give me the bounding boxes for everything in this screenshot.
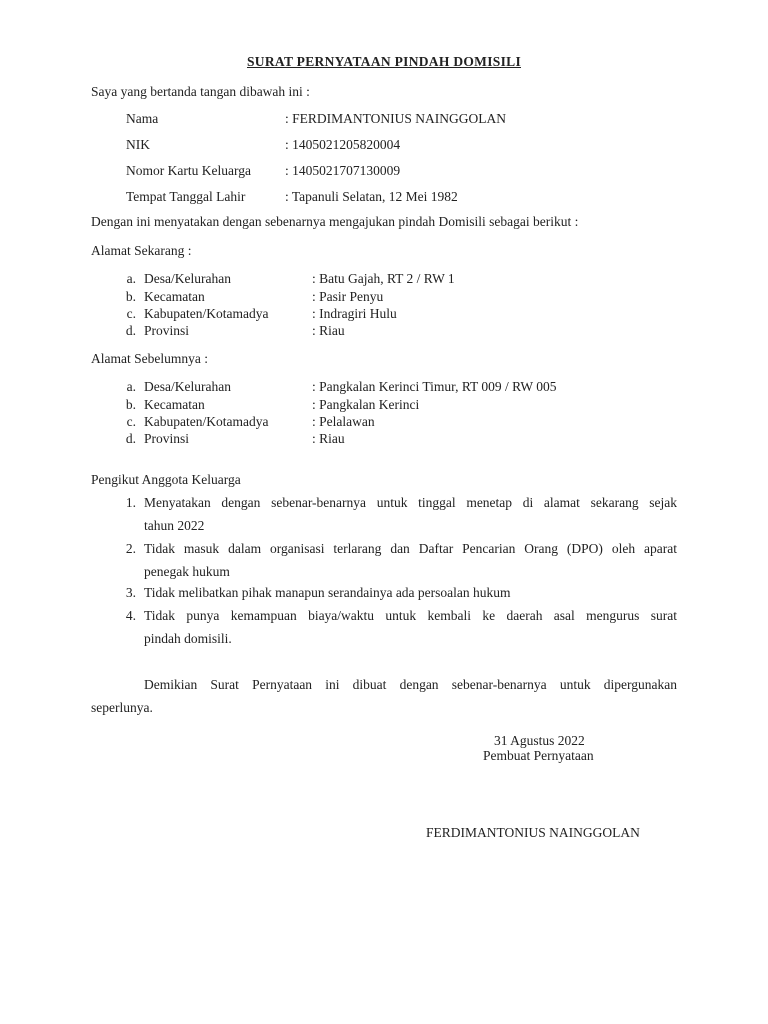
family-item-text: Tidak masuk dalam organisasi terlarang dan Daftar Pencarian Orang (DPO) oleh aparat: [144, 541, 677, 556]
current-address-value: : Pasir Penyu: [312, 289, 384, 304]
family-item-text: Menyatakan dengan sebenar-benarnya untuk tinggal menetap di alamat sekarang sejak: [144, 495, 677, 510]
current-address-label: Desa/Kelurahan: [144, 271, 231, 286]
family-item-number: 2.: [125, 541, 136, 556]
intro-text: Saya yang bertanda tangan dibawah ini :: [91, 84, 310, 99]
closing-text-cont: seperlunya.: [91, 700, 153, 715]
family-heading: Pengikut Anggota Keluarga: [91, 472, 241, 487]
identity-value-name: : FERDIMANTONIUS NAINGGOLAN: [285, 111, 506, 126]
previous-address-label: Kecamatan: [144, 397, 205, 412]
family-item-text-cont: penegak hukum: [144, 564, 230, 579]
current-address-label: Provinsi: [144, 323, 190, 338]
family-item-text-cont: tahun 2022: [144, 518, 205, 533]
identity-label-nik: NIK: [126, 137, 150, 152]
current-address-label: Kabupaten/Kotamadya: [144, 306, 269, 321]
identity-label-kk: Nomor Kartu Keluarga: [126, 163, 251, 178]
identity-value-birth: : Tapanuli Selatan, 12 Mei 1982: [285, 189, 458, 204]
identity-value-nik: : 1405021205820004: [285, 137, 401, 152]
current-address-label: Kecamatan: [144, 289, 205, 304]
current-address-letter: d.: [125, 323, 136, 338]
current-address-heading: Alamat Sekarang :: [91, 243, 192, 258]
previous-address-value: : Pelalawan: [312, 414, 375, 429]
family-item-text: Tidak melibatkan pihak manapun serandainya ada persoalan hukum: [144, 585, 511, 600]
current-address-value: : Batu Gajah, RT 2 / RW 1: [312, 271, 455, 286]
statement-text: Dengan ini menyatakan dengan sebenarnya mengajukan pindah Domisili sebagai berikut :: [91, 214, 579, 229]
family-item-text: Tidak punya kemampuan biaya/waktu untuk kembali ke daerah asal mengurus surat: [144, 608, 677, 623]
previous-address-letter: c.: [126, 414, 136, 429]
identity-label-name: Nama: [126, 111, 159, 126]
previous-address-letter: d.: [125, 431, 136, 446]
current-address-letter: c.: [126, 306, 136, 321]
identity-value-kk: : 1405021707130009: [285, 163, 401, 178]
previous-address-label: Kabupaten/Kotamadya: [144, 414, 269, 429]
family-item-number: 4.: [125, 608, 136, 623]
family-item-number: 1.: [125, 495, 136, 510]
current-address-value: : Riau: [312, 323, 345, 338]
family-item-number: 3.: [125, 585, 136, 600]
identity-label-birth: Tempat Tanggal Lahir: [126, 189, 246, 204]
current-address-letter: b.: [125, 289, 136, 304]
previous-address-heading: Alamat Sebelumnya :: [91, 351, 208, 366]
family-item-text-cont: pindah domisili.: [144, 631, 232, 646]
signature-date: 31 Agustus 2022: [494, 733, 585, 748]
previous-address-letter: a.: [126, 379, 136, 394]
signature-role: Pembuat Pernyataan: [483, 748, 594, 763]
previous-address-value: : Pangkalan Kerinci Timur, RT 009 / RW 005: [312, 379, 557, 394]
previous-address-label: Provinsi: [144, 431, 190, 446]
previous-address-letter: b.: [125, 397, 136, 412]
current-address-value: : Indragiri Hulu: [312, 306, 397, 321]
previous-address-value: : Riau: [312, 431, 345, 446]
previous-address-value: : Pangkalan Kerinci: [312, 397, 420, 412]
closing-text: Demikian Surat Pernyataan ini dibuat dengan sebenar-benarnya untuk dipergunakan: [144, 677, 677, 692]
signature-name: FERDIMANTONIUS NAINGGOLAN: [426, 825, 640, 840]
previous-address-label: Desa/Kelurahan: [144, 379, 231, 394]
document-title: SURAT PERNYATAAN PINDAH DOMISILI: [246, 54, 521, 69]
current-address-letter: a.: [126, 271, 136, 286]
